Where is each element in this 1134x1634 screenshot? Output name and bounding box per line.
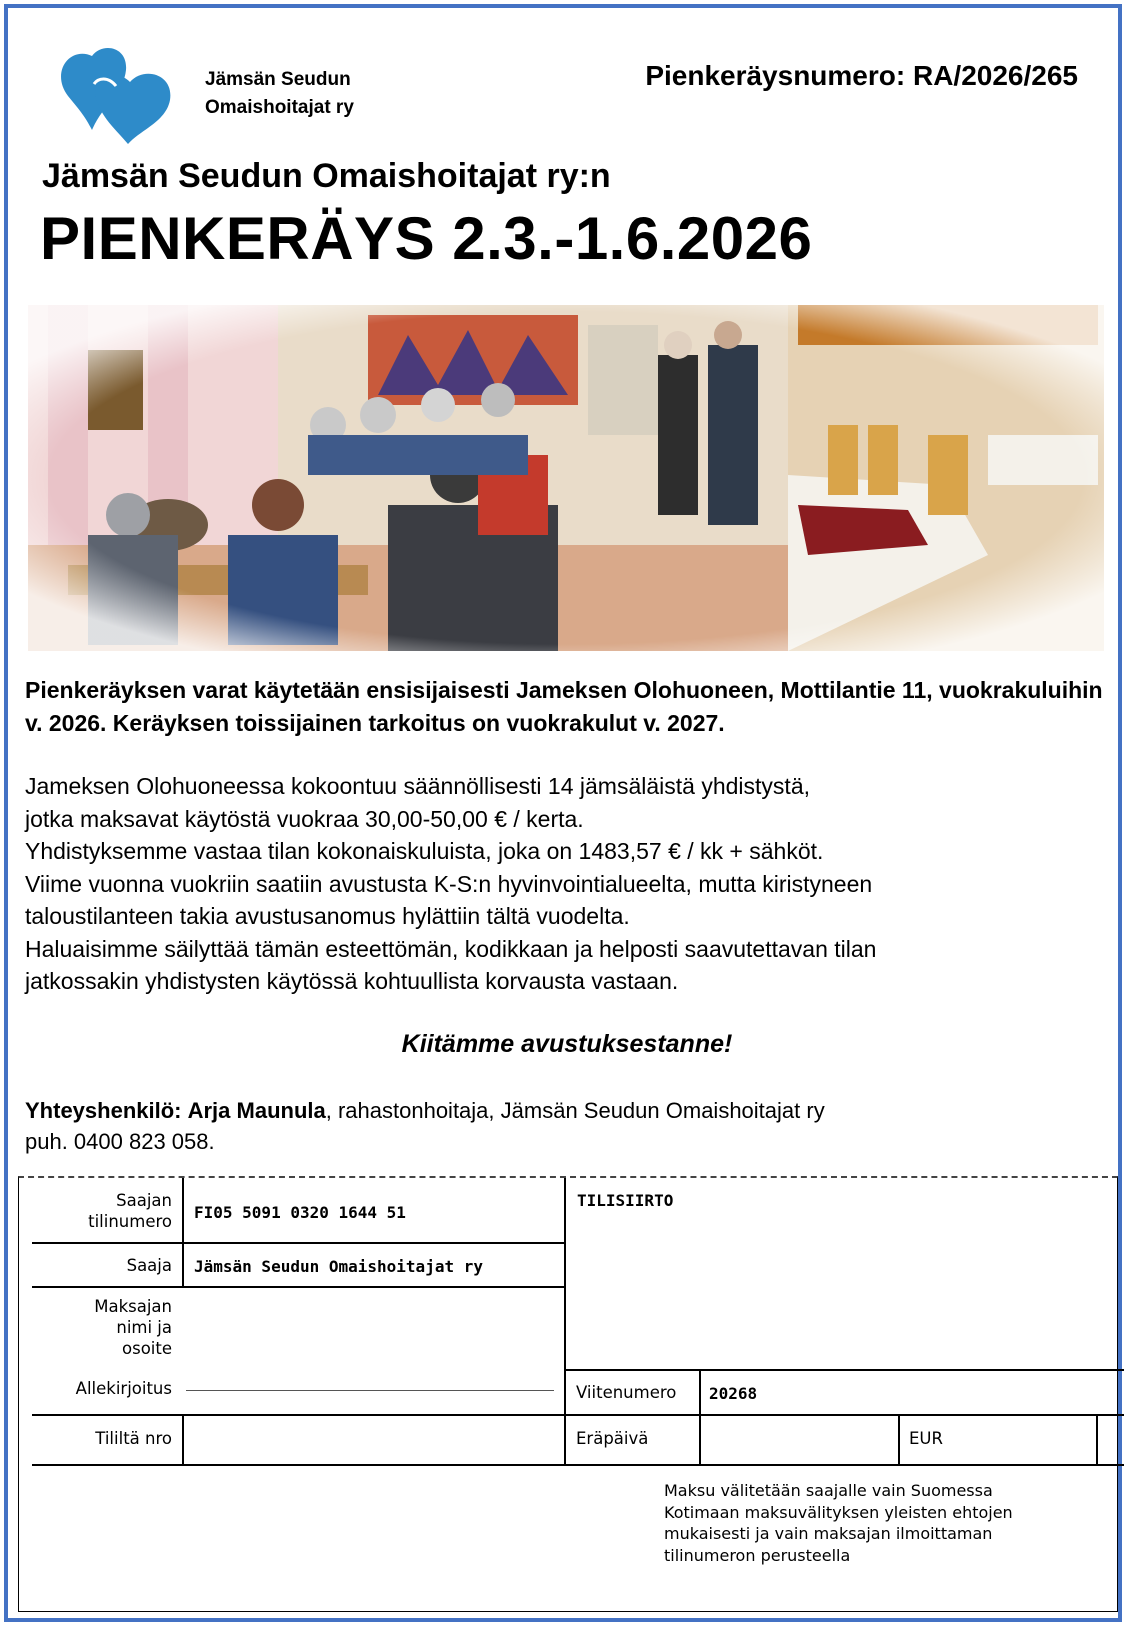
recipient-value: Jämsän Seudun Omaishoitajat ry [194, 1257, 483, 1276]
community-room-photo [28, 305, 1104, 651]
payer-label: Maksajan nimi ja osoite [94, 1297, 172, 1358]
description-line: jatkossakin yhdistysten käytössä kohtuullista korvausta vastaan. [25, 968, 679, 994]
contact-label: Yhteyshenkilö: [25, 1098, 182, 1123]
page-title: PIENKERÄYS 2.3.-1.6.2026 [40, 205, 813, 272]
due-date-label: Eräpäivä [576, 1429, 649, 1448]
organization-name: Jämsän Seudun Omaishoitajat ry [205, 69, 354, 118]
currency-label: EUR [909, 1429, 943, 1448]
signature-label: Allekirjoitus [75, 1379, 172, 1398]
contact-phone: puh. 0400 823 058. [25, 1129, 215, 1154]
contact-name: Arja Maunula [187, 1098, 326, 1123]
transfer-title: TILISIIRTO [577, 1191, 674, 1210]
description-line: Jameksen Olohuoneessa kokoontuu säännöllisesti 14 jämsäläistä yhdistystä, [25, 773, 810, 799]
contact-role: , rahastonhoitaja, Jämsän Seudun Omaishoitajat ry [325, 1098, 825, 1123]
contact-info [25, 1095, 1115, 1157]
page-subtitle: Jämsän Seudun Omaishoitajat ry:n [42, 157, 611, 195]
recipient-label: Saaja [126, 1256, 172, 1275]
from-account-label: Tililtä nro [95, 1429, 172, 1448]
reference-value: 20268 [709, 1384, 758, 1403]
account-number-label: Saajan tilinumero [88, 1191, 172, 1231]
description-line: jotka maksavat käytöstä vuokraa 30,00-50,00 € / kerta. [25, 805, 584, 832]
payment-note: Maksu välitetään saajalle vain Suomessa Kotimaan maksuvälityksen yleisten ehtojen mukaisesti ja vain maksajan ilmoittaman tilinumeron perusteella [664, 1481, 1013, 1565]
fundraising-number: Pienkeräysnumero: RA/2026/265 [645, 60, 1078, 91]
payment-slip [18, 1176, 1118, 1612]
description-line: Haluaisimme säilyttää tämän esteettömän, kodikkaan ja helposti saavutettavan tilan [25, 935, 877, 962]
account-number-value: FI05 5091 0320 1644 51 [194, 1203, 406, 1222]
description-text [25, 770, 1115, 998]
reference-label: Viitenumero [576, 1383, 677, 1402]
hearts-logo-icon [58, 44, 188, 148]
description-line: Viime vuonna vuokriin saatiin avustusta K-S:n hyvinvointialueelta, mutta kiristyneen [25, 870, 873, 897]
description-line: taloustilanteen takia avustusanomus hylättiin tältä vuodelta. [25, 903, 630, 929]
purpose-statement: Pienkeräyksen varat käytetään ensisijaisesti Jameksen Olohuoneen, Mottilantie 11, vuokrakuluihin v. 2026. Keräyksen toissijainen tarkoitus on vuokrakulut v. 2027. [25, 677, 1103, 736]
description-line: Yhdistyksemme vastaa tilan kokonaiskuluista, joka on 1483,57 € / kk + sähköt. [25, 838, 824, 864]
thanks-message: Kiitämme avustuksestanne! [401, 1030, 733, 1058]
